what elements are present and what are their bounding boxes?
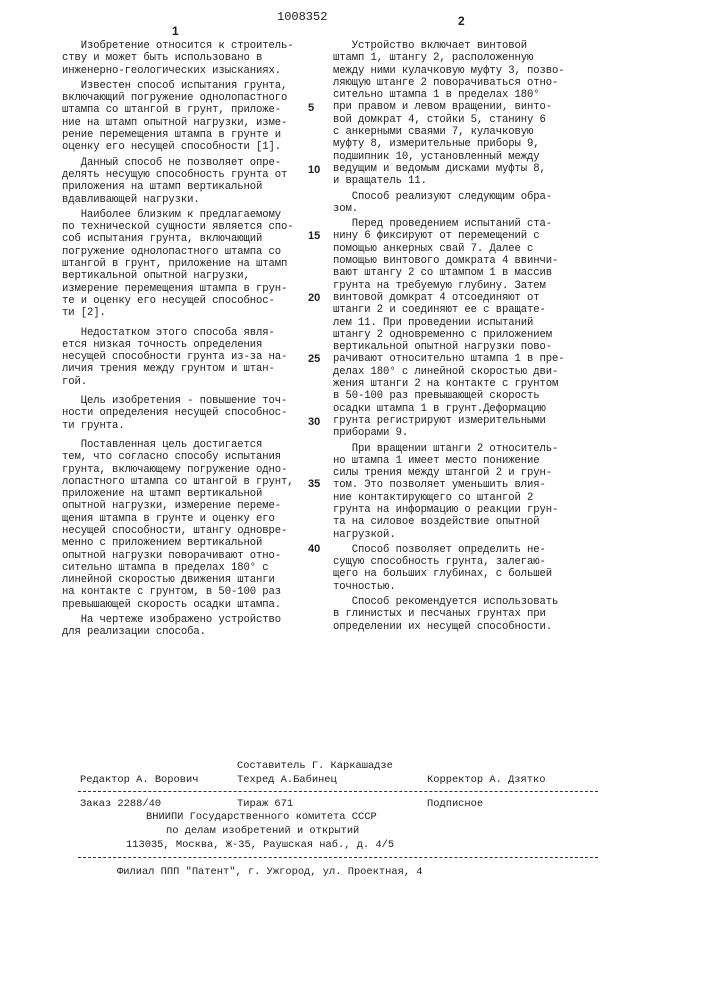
right-column xyxy=(333,40,565,636)
paragraph: Поставленная цель достигается тем, что согласно способу испытания грунта, включающему погружение одно- лопастного штампа со штангой в грунт, приложение на штамп вертикальной опытной нагрузки, измерение переме- щения штампа в грунте и оценку его несущей способности, штангу одновре- менно с приложением вертикальной опытной нагрузки поворачивают отно- сительно штампа в пределах 180° с линейной скоростью движения штанги на контакте с грунтом, в 50-100 раз превышающей скорость осадки штампа. xyxy=(62,439,294,611)
paragraph: Способ позволяет определить не- сущую способность грунта, залегаю- щего на больших глубинах, с большей точностью. xyxy=(333,544,565,593)
line-number: 5 xyxy=(308,102,314,114)
line-number: 30 xyxy=(308,416,320,428)
paragraph: При вращении штанги 2 относитель- но штампа 1 имеет место понижение силы трения между штангой 2 и грун- том. Это позволяет уменьшить влия- ние контактирующего со штангой 2 грунта на информацию о реакции грун- та на силовое воздействие опытной нагрузкой. xyxy=(333,443,565,541)
paragraph: Изобретение относится к строитель- ству и может быть использовано в инженерно-геологических изысканиях. xyxy=(62,40,294,77)
circulation: Тираж 671 xyxy=(237,798,293,810)
divider xyxy=(78,791,598,792)
paragraph: Перед проведением испытаний ста- нину 6 фиксируют от перемещений с помощью анкерных свай 7. Далее с помощью винтового домкрата 4 ввинчи- вают штангу 2 со штампом 1 в массив грунта на требуемую глубину. Затем винтовой домкрат 4 отсоединяют от штанги 2 и соединяют ее с вращате- лем 11. При проведении испытаний штангу 2 одновременно с приложением вертикальной опытной нагрузки пово- рачивают относительно штампа 1 в пре- делах 180° с линейной скоростью дви- жения штанги 2 на контакте с грунтом в 50-100 раз превышающей скорость осадки штампа 1 в грунт.Деформацию грунта регистрируют измерительными приборами 9. xyxy=(333,218,565,439)
order-number: Заказ 2288/40 xyxy=(80,798,161,810)
paragraph: На чертеже изображено устройство для реализации способа. xyxy=(62,614,294,639)
editor: Редактор А. Ворович xyxy=(80,774,198,786)
line-number: 40 xyxy=(308,543,320,555)
line-number: 35 xyxy=(308,478,320,490)
paragraph: Цель изобретения - повышение точ- ности определения несущей способнос- ти грунта. xyxy=(62,395,294,432)
line-number: 10 xyxy=(308,164,320,176)
line-number: 20 xyxy=(308,292,320,304)
techred: Техред А.Бабинец xyxy=(237,774,337,786)
paragraph: Способ рекомендуется использовать в глинистых и песчаных грунтах при определении их несущей способности. xyxy=(333,596,565,633)
compiler: Составитель Г. Каркашадзе xyxy=(237,760,393,772)
line-number: 15 xyxy=(308,230,320,242)
left-column xyxy=(62,40,294,642)
address: 113035, Москва, Ж-35, Раушская наб., д. 4/5 xyxy=(126,839,394,851)
branch-address: Филиал ППП "Патент", г. Ужгород, ул. Проектная, 4 xyxy=(117,866,423,878)
paragraph: Способ реализуют следующим обра- зом. xyxy=(333,191,565,216)
subscription: Подписное xyxy=(427,798,483,810)
paragraph: Данный способ не позволяет опре- делять несущую способность грунта от приложения на штамп вертикальной вдавливающей нагрузки. xyxy=(62,157,294,206)
line-number: 25 xyxy=(308,353,320,365)
corrector: Корректор А. Дзятко xyxy=(427,774,545,786)
paragraph: Устройство включает винтовой штамп 1, штангу 2, расположенную между ними кулачковую муфту 3, позво- ляющую штанге 2 поворачиваться отно- сительно штампа 1 в пределах 180° при правом и левом вращении, винто- вой домкрат 4, стойки 5, станину 6 с анкерными сваями 7, кулачковую муфту 8, измерительные приборы 9, подшипник 10, установленный между ведущим и ведомым дисками муфты 8, и вращатель 11. xyxy=(333,40,565,188)
paragraph: Недостатком этого способа явля- ется низкая точность определения несущей способности грунта из-за на- личия трения между грунтом и штан- гой. xyxy=(62,327,294,388)
paragraph: Известен способ испытания грунта, включающий погружение однолопастного штампа со штангой в грунт, приложе- ние на штамп опытной нагрузки, изме- рение перемещения штампа в грунте и оценку его несущей способности [1]. xyxy=(62,80,294,154)
organization: ВНИИПИ Государственного комитета СССР xyxy=(146,811,377,823)
patent-number: 1008352 xyxy=(277,10,327,24)
page-number-right: 2 xyxy=(458,14,465,28)
divider xyxy=(78,857,598,858)
page-number-left: 1 xyxy=(172,24,179,38)
organization-department: по делам изобретений и открытий xyxy=(166,825,359,837)
paragraph: Наиболее близким к предлагаемому по технической сущности является спо- соб испытания грунта, включающий погружение однолопастного штампа со штангой в грунт, приложение на штамп вертикальной опытной нагрузки, измерение перемещения штампа в грун- те и оценку его несущей способнос- ти [2]. xyxy=(62,209,294,320)
